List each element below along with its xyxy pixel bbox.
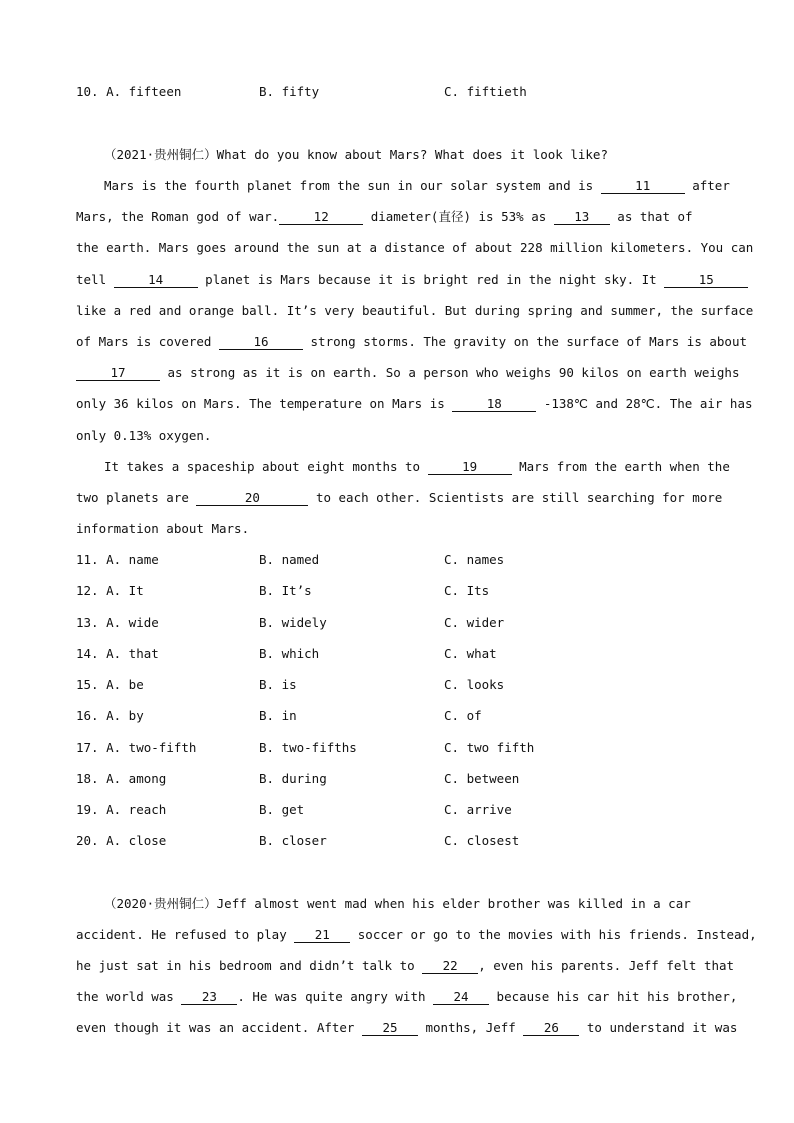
- option-a[interactable]: 17. A. two-fifth: [76, 740, 197, 755]
- blank-19[interactable]: 19: [428, 460, 512, 475]
- passage-line: the earth. Mars goes around the sun at a distance of about 228 million kilometers. You can: [76, 240, 754, 255]
- option-c[interactable]: C. two fifth: [444, 740, 535, 755]
- option-b[interactable]: B. named: [259, 552, 320, 567]
- option-c[interactable]: C. Its: [444, 583, 490, 598]
- option-c[interactable]: C. names: [444, 552, 505, 567]
- blank-25[interactable]: 25: [362, 1021, 418, 1036]
- option-b[interactable]: B. widely: [259, 615, 327, 630]
- passage-line: Mars is the fourth planet from the sun in our solar system and is 11 after: [104, 178, 730, 193]
- passage1-heading: [104, 147, 608, 163]
- option-c[interactable]: C. closest: [444, 833, 520, 848]
- passage-line: of Mars is covered 16 strong storms. The gravity on the surface of Mars is about: [76, 334, 748, 349]
- source-tag: （2021·贵州铜仁）: [104, 147, 217, 162]
- option-b[interactable]: B. in: [259, 708, 297, 723]
- option-c[interactable]: C. what: [444, 646, 497, 661]
- option-c[interactable]: C. wider: [444, 615, 505, 630]
- option-row-14: [76, 646, 716, 662]
- option-a[interactable]: 18. A. among: [76, 771, 167, 786]
- blank-11[interactable]: 11: [601, 179, 685, 194]
- option-row-20: [76, 833, 716, 849]
- blank-13[interactable]: 13: [554, 210, 610, 225]
- option-b[interactable]: B. which: [259, 646, 320, 661]
- blank-18[interactable]: 18: [452, 397, 536, 412]
- source-tag: （2020·贵州铜仁）: [104, 896, 217, 911]
- option-row-19: [76, 802, 716, 818]
- passage-line: accident. He refused to play 21 soccer or go to the movies with his friends. Instead,: [76, 927, 757, 942]
- option-a[interactable]: 11. A. name: [76, 552, 159, 567]
- passage-line: It takes a spaceship about eight months to 19 Mars from the earth when the: [104, 459, 730, 474]
- passage-line: two planets are 20 to each other. Scientists are still searching for more: [76, 490, 723, 505]
- option-b[interactable]: B. It’s: [259, 583, 312, 598]
- passage-line: tell 14 planet is Mars because it is bright red in the night sky. It 15: [76, 272, 748, 288]
- option-a[interactable]: 12. A. It: [76, 583, 144, 598]
- option-c[interactable]: C. arrive: [444, 802, 512, 817]
- option-b[interactable]: B. two-fifths: [259, 740, 357, 755]
- blank-20[interactable]: 20: [196, 491, 308, 506]
- option-a[interactable]: 14. A. that: [76, 646, 159, 661]
- blank-24[interactable]: 24: [433, 990, 489, 1005]
- option-row-10: [76, 84, 716, 100]
- blank-23[interactable]: 23: [181, 990, 237, 1005]
- blank-26[interactable]: 26: [523, 1021, 579, 1036]
- passage-line: even though it was an accident. After 25 months, Jeff 26 to understand it was: [76, 1020, 738, 1035]
- blank-17[interactable]: 17: [76, 366, 160, 381]
- option-c[interactable]: C. between: [444, 771, 520, 786]
- option-row-15: [76, 677, 716, 693]
- passage-line: he just sat in his bedroom and didn’t talk to 22 , even his parents. Jeff felt that: [76, 958, 735, 973]
- blank-22[interactable]: 22: [422, 959, 478, 974]
- option-b[interactable]: B. get: [259, 802, 305, 817]
- passage2-heading: （2020·贵州铜仁）Jeff almost went mad when his elder brother was killed in a car: [104, 896, 691, 911]
- blank-12[interactable]: 12: [279, 210, 363, 225]
- option-b[interactable]: B. is: [259, 677, 297, 692]
- passage-line: only 0.13% oxygen.: [76, 428, 212, 443]
- option-c[interactable]: C. fiftieth: [444, 84, 527, 99]
- passage-intro: What do you know about Mars? What does it look like?: [216, 147, 608, 162]
- blank-15[interactable]: 15: [664, 273, 748, 288]
- passage-line: only 36 kilos on Mars. The temperature on Mars is 18 -138℃ and 28℃. The air has: [76, 396, 753, 411]
- blank-16[interactable]: 16: [219, 335, 303, 350]
- option-a[interactable]: 20. A. close: [76, 833, 167, 848]
- option-a[interactable]: 19. A. reach: [76, 802, 167, 817]
- option-b[interactable]: B. fifty: [259, 84, 320, 99]
- option-c[interactable]: C. looks: [444, 677, 505, 692]
- option-row-11: [76, 552, 716, 568]
- option-a[interactable]: 15. A. be: [76, 677, 144, 692]
- passage-line: like a red and orange ball. It’s very beautiful. But during spring and summer, the surface: [76, 303, 754, 318]
- passage-line: information about Mars.: [76, 521, 250, 536]
- passage-line: 17 as strong as it is on earth. So a person who weighs 90 kilos on earth weighs: [76, 365, 739, 381]
- option-row-17: [76, 740, 716, 756]
- option-row-18: [76, 771, 716, 787]
- blank-21[interactable]: 21: [294, 928, 350, 943]
- option-b[interactable]: B. closer: [259, 833, 327, 848]
- option-row-12: [76, 583, 716, 599]
- blank-14[interactable]: 14: [114, 273, 198, 288]
- option-b[interactable]: B. during: [259, 771, 327, 786]
- passage-line: Mars, the Roman god of war. 12 diameter(直径) is 53% as 13 as that of: [76, 209, 693, 224]
- passage-line: the world was 23 . He was quite angry with 24 because his car hit his brother,: [76, 989, 738, 1004]
- option-a[interactable]: 13. A. wide: [76, 615, 159, 630]
- option-a[interactable]: 10. A. fifteen: [76, 84, 182, 99]
- option-row-16: [76, 708, 716, 724]
- option-c[interactable]: C. of: [444, 708, 482, 723]
- option-a[interactable]: 16. A. by: [76, 708, 144, 723]
- option-row-13: [76, 615, 716, 631]
